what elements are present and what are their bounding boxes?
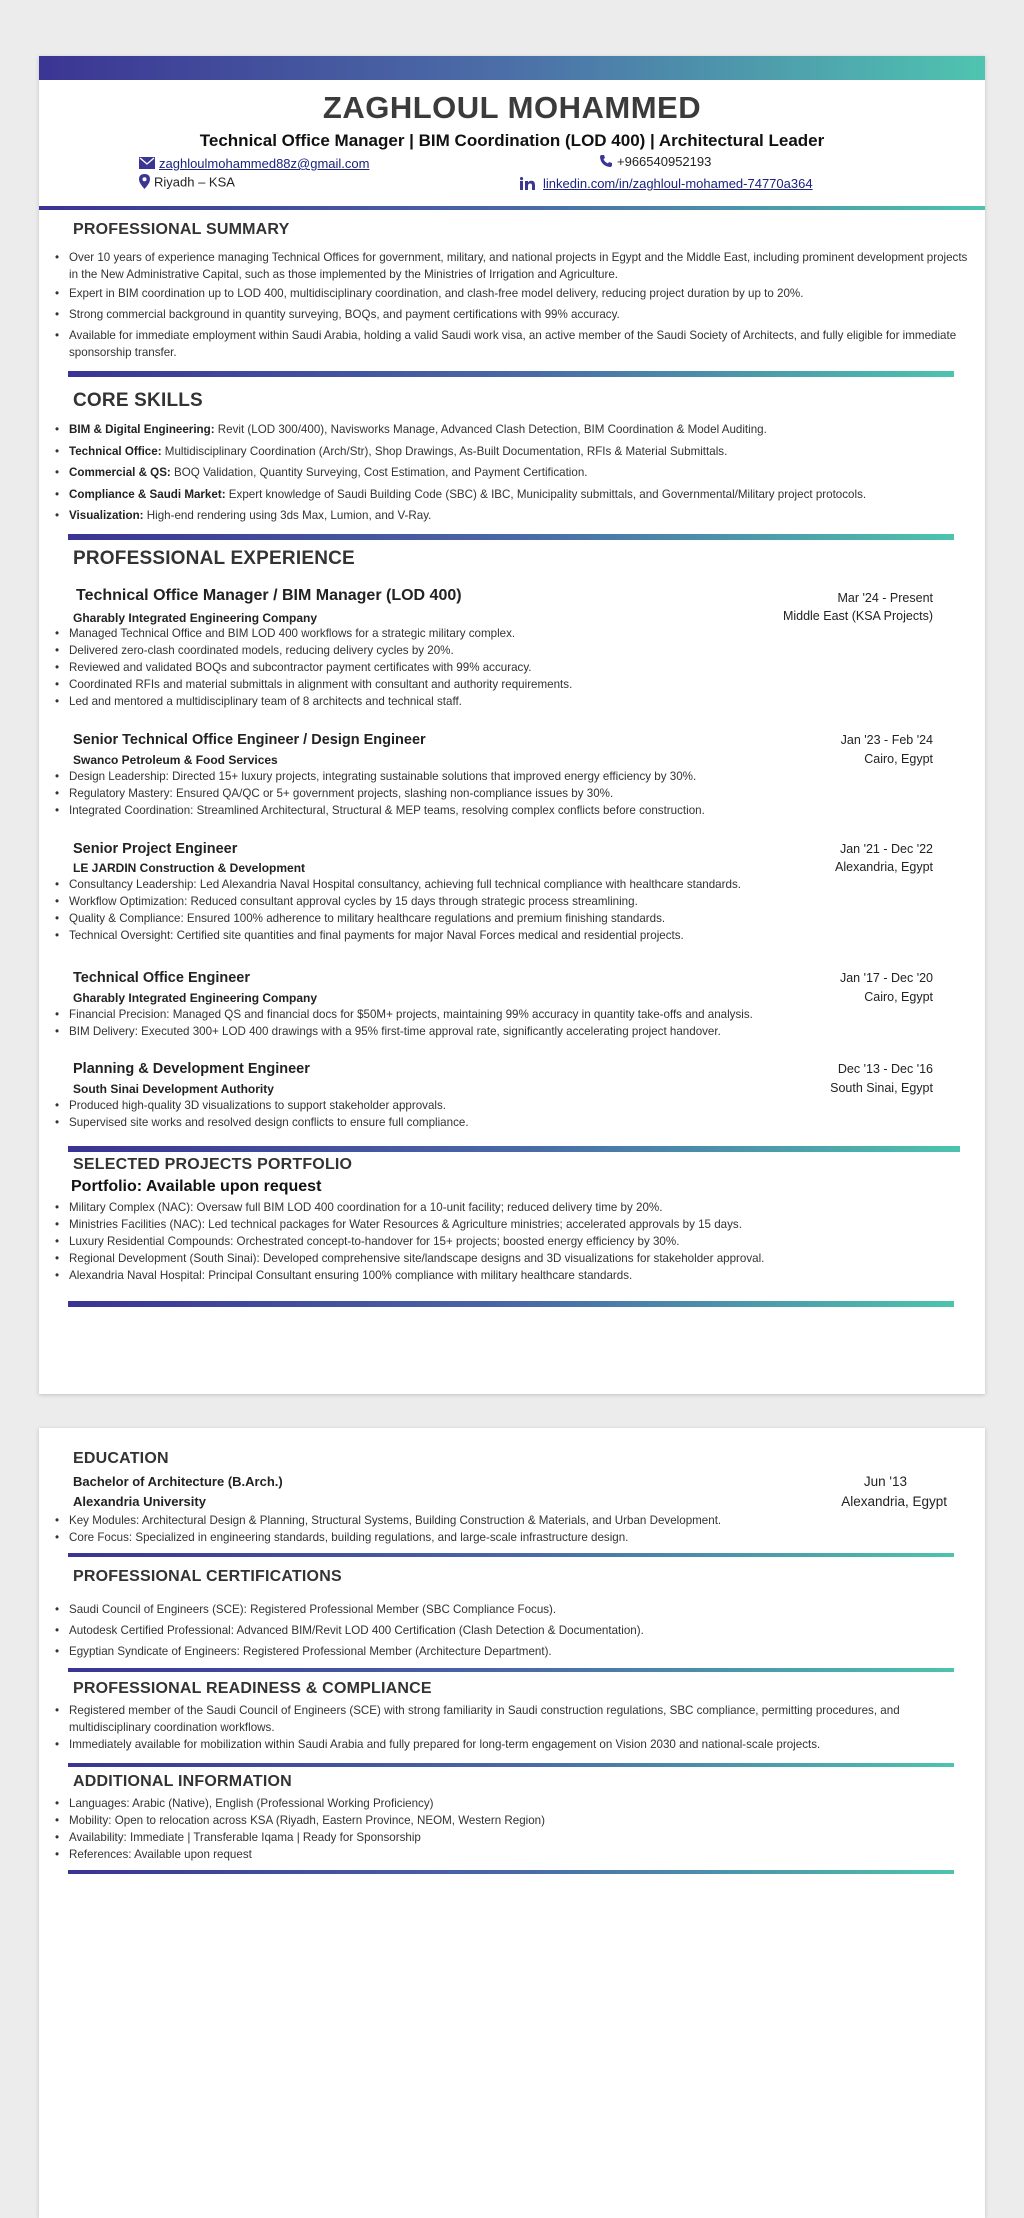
skills-list [55, 419, 975, 527]
list-item: • Commercial & QS: BOQ Validation, Quantity Surveying, Cost Estimation, and Payment Certification. [55, 462, 975, 484]
list-item: • Key Modules: Architectural Design & Planning, Structural Systems, Building Construction & Materials, and Urban Development. [55, 1512, 955, 1529]
list-item: • Reviewed and validated BOQs and subcontractor payment certificates with 99% accuracy. [55, 659, 955, 676]
list-item: • Strong commercial background in quantity surveying, BOQs, and payment certifications with 99% accuracy. [55, 306, 975, 323]
list-item: • Military Complex (NAC): Oversaw full BIM LOD 400 coordination for a 10-unit facility; reduced delivery time by 20%. [55, 1199, 955, 1216]
readiness-list [55, 1702, 977, 1753]
list-item: • Egyptian Syndicate of Engineers: Registered Professional Member (Architecture Department). [55, 1641, 955, 1662]
list-item: • BIM & Digital Engineering: Revit (LOD 300/400), Navisworks Manage, Advanced Clash Detection, BIM Coordination & Model Auditing. [55, 419, 975, 441]
job-bullets [55, 1006, 955, 1040]
list-item: • Design Leadership: Directed 15+ luxury projects, integrating sustainable solutions that improved energy efficiency by 30%. [55, 768, 955, 785]
section-divider [68, 534, 954, 540]
job-title: Technical Office Engineer [73, 970, 251, 986]
education-heading: EDUCATION [73, 1450, 169, 1467]
job-company: South Sinai Development Authority [73, 1082, 274, 1096]
list-item: • Compliance & Saudi Market: Expert knowledge of Saudi Building Code (SBC) & IBC, Municipality submittals, and Governmental/Military project protocols. [55, 484, 975, 506]
list-item: • Languages: Arabic (Native), English (Professional Working Proficiency) [55, 1795, 955, 1812]
job-location: Alexandria, Egypt [835, 860, 933, 874]
list-item: • Mobility: Open to relocation across KSA (Riyadh, Eastern Province, NEOM, Western Region) [55, 1812, 955, 1829]
job-dates: Dec '13 - Dec '16 [837, 1062, 933, 1076]
list-item: • Availability: Immediate | Transferable Iqama | Ready for Sponsorship [55, 1829, 955, 1846]
readiness-heading: PROFESSIONAL READINESS & COMPLIANCE [73, 1680, 432, 1697]
list-item: • Produced high-quality 3D visualizations to support stakeholder approvals. [55, 1097, 955, 1114]
location-text: Riyadh – KSA [154, 174, 235, 190]
list-item: • Technical Oversight: Certified site quantities and final payments for major Naval Forces medical and residential projects. [55, 927, 955, 944]
header-divider [39, 206, 985, 210]
list-item: • Available for immediate employment within Saudi Arabia, holding a valid Saudi work visa, an active member of the Saudi Society of Architects, and fully eligible for immediate sponsorship transfer. [55, 327, 975, 361]
section-divider [68, 1301, 954, 1307]
phone-number: +966540952193 [617, 154, 712, 169]
list-item: • Saudi Council of Engineers (SCE): Registered Professional Member (SBC Compliance Focus). [55, 1599, 955, 1620]
list-item: • Over 10 years of experience managing Technical Offices for government, military, and national projects in Egypt and the Middle East, including prominent development projects in the New Administrative Capital, such as those implemented by the Ministries of Irrigation and Agriculture. [55, 249, 975, 283]
job-company: Gharably Integrated Engineering Company [73, 991, 318, 1005]
list-item: • Coordinated RFIs and material submittals in alignment with consultant and authority requirements. [55, 676, 955, 693]
list-item: • References: Available upon request [55, 1846, 955, 1863]
list-item: • Delivered zero-clash coordinated models, reducing delivery cycles by 20%. [55, 642, 955, 659]
job-dates: Jan '17 - Dec '20 [839, 971, 933, 985]
list-item: • Registered member of the Saudi Council of Engineers (SCE) with strong familiarity in Saudi construction regulations, SBC compliance, permitting procedures, and multidisciplinary coordination workflows. [55, 1702, 977, 1736]
candidate-name: ZAGHLOUL MOHAMMED [322, 90, 702, 125]
list-item: • Regional Development (South Sinai): Developed comprehensive site/landscape designs and 3D visualizations for stakeholder approval. [55, 1250, 955, 1267]
list-item: • Immediately available for mobilization within Saudi Arabia and fully prepared for long-term engagement on Vision 2030 and national-scale projects. [55, 1736, 977, 1753]
section-divider [68, 1668, 954, 1672]
summary-heading: PROFESSIONAL SUMMARY [73, 221, 290, 238]
additional-heading: ADDITIONAL INFORMATION [73, 1773, 292, 1790]
education-location: Alexandria, Egypt [841, 1494, 947, 1509]
list-item: • Integrated Coordination: Streamlined Architectural, Structural & MEP teams, resolving complex conflicts before construction. [55, 802, 955, 819]
list-item: • Managed Technical Office and BIM LOD 400 workflows for a strategic military complex. [55, 625, 955, 642]
section-divider [68, 1763, 954, 1767]
job-location: South Sinai, Egypt [830, 1081, 933, 1095]
list-item: • Quality & Compliance: Ensured 100% adherence to military healthcare regulations and premium finishing standards. [55, 910, 955, 927]
location-pin-icon [139, 174, 150, 192]
list-item: • Alexandria Naval Hospital: Principal Consultant ensuring 100% compliance with military healthcare standards. [55, 1267, 955, 1284]
list-item: • Workflow Optimization: Reduced consultant approval cycles by 15 days through strategic process streamlining. [55, 893, 955, 910]
phone-contact [599, 154, 711, 171]
list-item: • Autodesk Certified Professional: Advanced BIM/Revit LOD 400 Certification (Clash Detection & Documentation). [55, 1620, 955, 1641]
skills-heading: CORE SKILLS [73, 390, 203, 411]
job-dates: Mar '24 - Present [837, 591, 933, 605]
summary-list [55, 249, 975, 361]
portfolio-heading: SELECTED PROJECTS PORTFOLIO [73, 1156, 353, 1173]
portfolio-subheading: Portfolio: Available upon request [71, 1178, 322, 1195]
header-gradient-bar [39, 56, 985, 80]
section-divider [68, 1870, 954, 1874]
candidate-subtitle: Technical Office Manager | BIM Coordination (LOD 400) | Architectural Leader [199, 131, 825, 150]
section-divider [68, 371, 954, 377]
job-location: Cairo, Egypt [864, 752, 933, 766]
phone-icon [599, 154, 613, 171]
email-contact [139, 156, 369, 172]
job-location: Cairo, Egypt [864, 990, 933, 1004]
linkedin-contact [520, 176, 813, 193]
experience-heading: PROFESSIONAL EXPERIENCE [73, 548, 355, 569]
job-title: Senior Technical Office Engineer / Design Engineer [73, 732, 426, 748]
job-dates: Jan '23 - Feb '24 [840, 733, 933, 747]
section-divider [68, 1146, 960, 1152]
job-location: Middle East (KSA Projects) [782, 609, 933, 623]
certifications-heading: PROFESSIONAL CERTIFICATIONS [73, 1568, 342, 1585]
job-bullets [55, 1097, 955, 1131]
list-item: • Financial Precision: Managed QS and financial docs for $50M+ projects, maintaining 99% accuracy in quantity take-offs and analysis. [55, 1006, 955, 1023]
list-item: • Expert in BIM coordination up to LOD 400, multidisciplinary coordination, and clash-free model delivery, reducing project duration by up to 20%. [55, 285, 975, 302]
portfolio-list [55, 1199, 955, 1284]
job-dates: Jan '21 - Dec '22 [839, 842, 933, 856]
education-degree: Bachelor of Architecture (B.Arch.) [73, 1474, 283, 1489]
job-bullets [55, 768, 955, 819]
location-contact [139, 174, 235, 192]
section-divider [68, 1553, 954, 1557]
email-link[interactable]: zaghloulmohammed88z@gmail.com [159, 156, 370, 171]
list-item: • Regulatory Mastery: Ensured QA/QC or 5+ government projects, slashing non-compliance issues by 30%. [55, 785, 955, 802]
job-title: Technical Office Manager / BIM Manager (LOD 400) [76, 587, 462, 604]
job-title: Planning & Development Engineer [73, 1061, 310, 1077]
job-company: Swanco Petroleum & Food Services [73, 753, 278, 767]
list-item: • Core Focus: Specialized in engineering standards, building regulations, and large-scale infrastructure design. [55, 1529, 955, 1546]
education-list [55, 1512, 955, 1546]
list-item: • Led and mentored a multidisciplinary team of 8 architects and technical staff. [55, 693, 955, 710]
job-company: Gharably Integrated Engineering Company [73, 611, 318, 625]
job-company: LE JARDIN Construction & Development [73, 861, 306, 875]
linkedin-link[interactable]: linkedin.com/in/zaghloul-mohamed-74770a364 [543, 176, 813, 191]
list-item: • BIM Delivery: Executed 300+ LOD 400 drawings with a 95% first-time approval rate, significantly accelerating project handover. [55, 1023, 955, 1040]
additional-list [55, 1795, 955, 1863]
resume-page-1 [39, 56, 985, 1394]
list-item: • Technical Office: Multidisciplinary Coordination (Arch/Str), Shop Drawings, As-Built Documentation, RFIs & Material Submittals. [55, 441, 975, 463]
job-bullets [55, 876, 955, 944]
job-bullets [55, 625, 955, 710]
job-title: Senior Project Engineer [73, 841, 238, 857]
envelope-icon [139, 157, 155, 172]
list-item: • Consultancy Leadership: Led Alexandria Naval Hospital consultancy, achieving full technical compliance with healthcare standards. [55, 876, 955, 893]
list-item: • Visualization: High-end rendering using 3ds Max, Lumion, and V-Ray. [55, 505, 975, 527]
list-item: • Luxury Residential Compounds: Orchestrated concept-to-handover for 15+ projects; boosted energy efficiency by 30%. [55, 1233, 955, 1250]
list-item: • Supervised site works and resolved design conflicts to ensure full compliance. [55, 1114, 955, 1131]
list-item: • Ministries Facilities (NAC): Led technical packages for Water Resources & Agriculture ministries; accelerated approvals by 15 days. [55, 1216, 955, 1233]
education-date: Jun '13 [863, 1474, 907, 1489]
education-school: Alexandria University [73, 1494, 206, 1509]
certifications-list [55, 1599, 955, 1662]
linkedin-icon [520, 177, 535, 193]
resume-page-2 [39, 1428, 985, 2218]
